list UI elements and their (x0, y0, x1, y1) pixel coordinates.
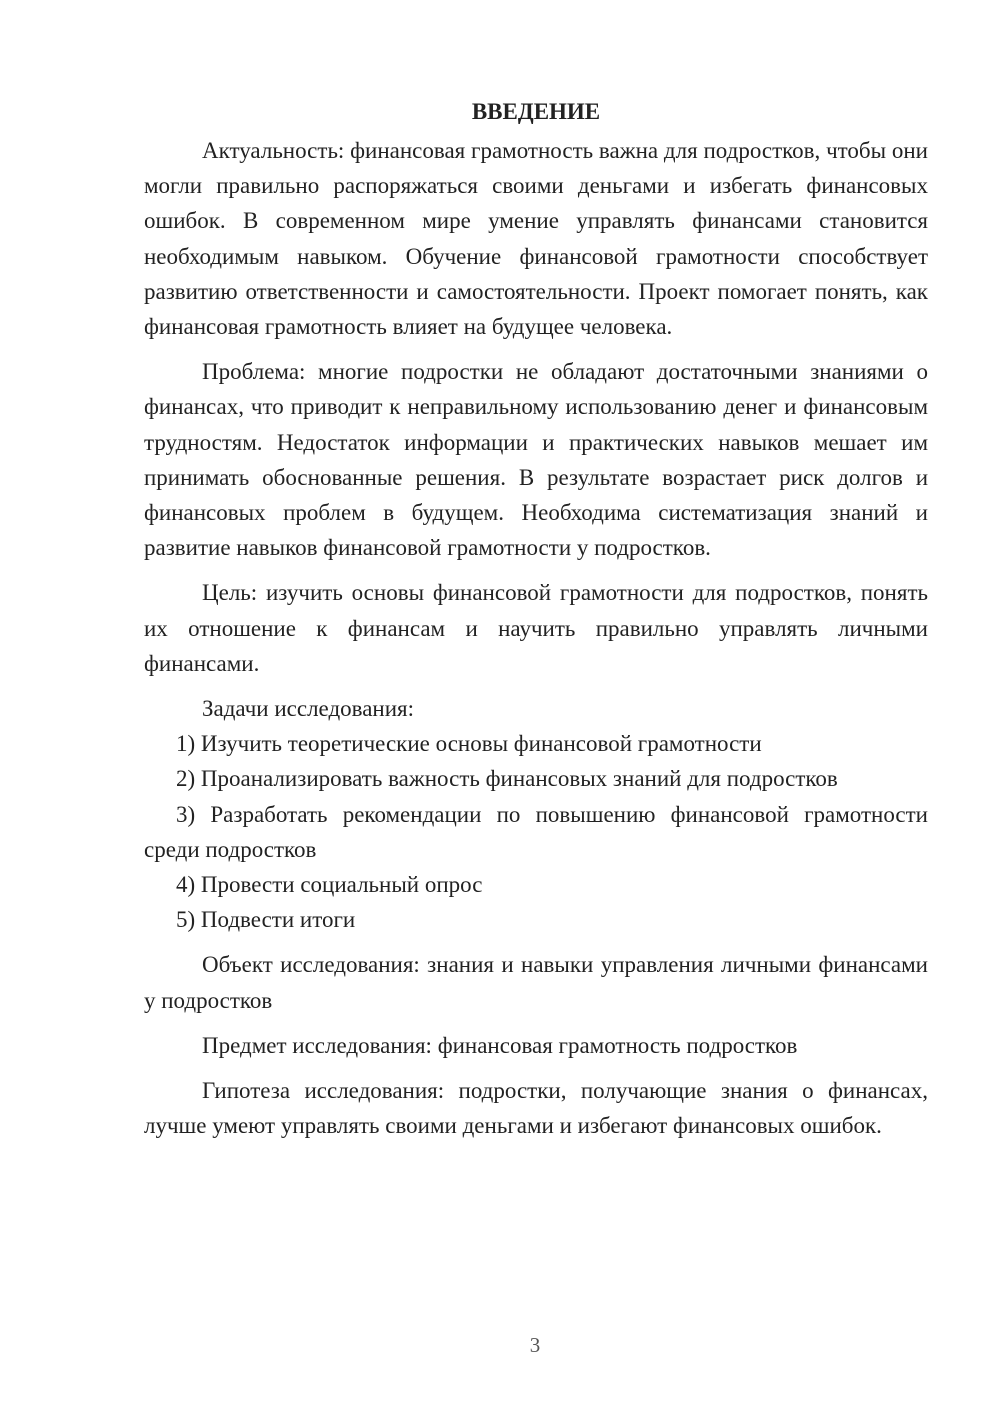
paragraph-relevance: Актуальность: финансовая грамотность важна для подростков, чтобы они могли правильно распоряжаться своими деньгами и избегать финансовых ошибок. В современном мире умение управлять финансами становится необходимым навыком. Обучение финансовой грамотности способствует развитию ответственности и самостоятельности. Проект помогает понять, как финансовая грамотность влияет на будущее человека. (144, 138, 928, 340)
task-item-2: 2) Проанализировать важность финансовых знаний для подростков (176, 766, 838, 792)
paragraph-object: Объект исследования: знания и навыки управления личными финансами у подростков (144, 952, 928, 1013)
task-item-1: 1) Изучить теоретические основы финансовой грамотности (176, 731, 762, 757)
task-item-3: 3) Разработать рекомендации по повышению финансовой грамотности среди подростков (144, 801, 928, 862)
paragraph-subject: Предмет исследования: финансовая грамотность подростков (202, 1032, 798, 1058)
task-item-4: 4) Провести социальный опрос (176, 872, 483, 898)
paragraph-goal: Цель: изучить основы финансовой грамотности для подростков, понять их отношение к финансам и научить правильно управлять личными финансами. (144, 580, 928, 676)
tasks-heading: Задачи исследования: (202, 696, 415, 722)
task-item-5: 5) Подвести итоги (176, 907, 356, 933)
section-title: ВВЕДЕНИЕ (471, 99, 601, 124)
paragraph-problem: Проблема: многие подростки не обладают достаточными знаниями о финансах, что приводит к неправильному использованию денег и финансовым трудностям. Недостаток информации и практических навыков мешает им принимать обоснованные решения. В результате возрастает риск долгов и финансовых проблем в будущем. Необходима систематизация знаний и развитие навыков финансовой грамотности у подростков. (144, 359, 928, 561)
paragraph-hypothesis: Гипотеза исследования: подростки, получающие знания о финансах, лучше умеют управлять своими деньгами и избегают финансовых ошибок. (144, 1078, 928, 1139)
page-number: 3 (529, 1333, 541, 1357)
page-content (144, 94, 928, 1143)
